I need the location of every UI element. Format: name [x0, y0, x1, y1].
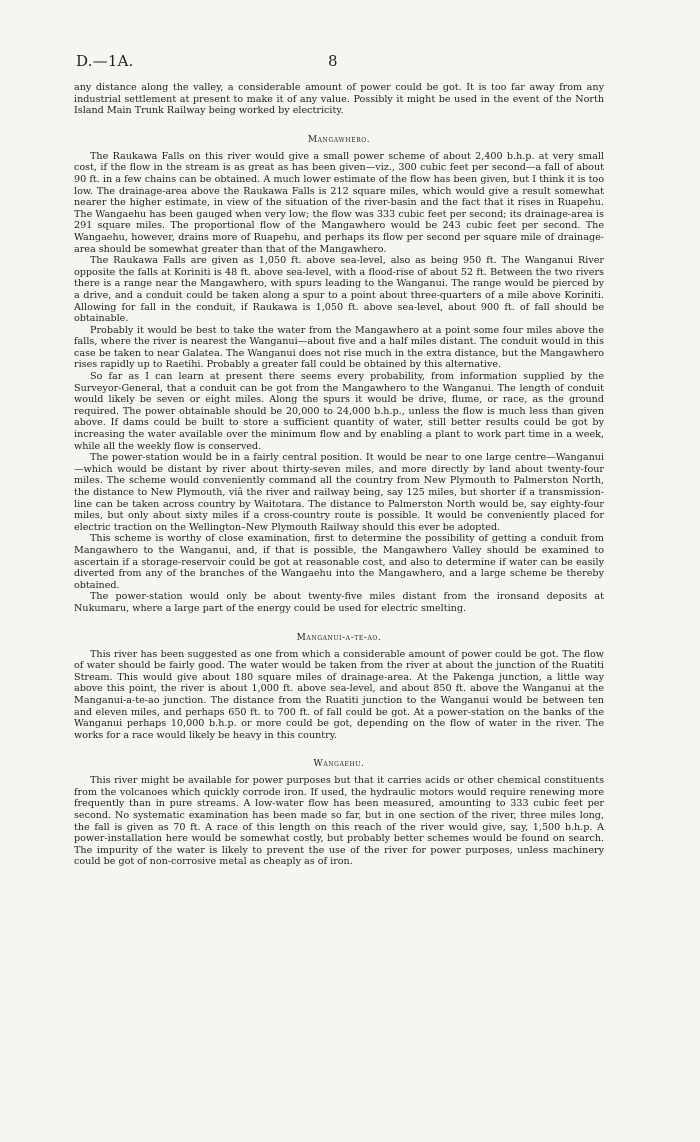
section-wangaehu	[74, 759, 604, 868]
paragraph: So far as I can learn at present there seems every probability, from information supplied by the Surveyor-General, that a conduit can be got from the Mangawhero to the Wanganui. The length of conduit would likely be seven or eight miles. Along the spurs it would be drive, flume, or race, as the ground required. The power obtainable should be 20,000 to 24,000 b.h.p., unless the flow is much less than given above. If dams could be built to store a sufficient quantity of water, still better results could be got by increasing the water available over the minimum flow and by enabling a plant to work part time in a week, while all the weekly flow is conserved.	[74, 371, 604, 452]
paragraph: The power-station would be in a fairly central position. It would be near to one large centre—Wanganui—which would be distant by river about thirty-seven miles, and more directly by land about twenty-four miles. The scheme would conveniently command all the country from New Plymouth to Palmerston North, the distance to New Plymouth, viâ the river and railway being, say 125 miles, but shorter if a transmission-line can be taken across country by Waitotara. The distance to Palmerston North would be, say eighty-four miles, but only about sixty miles if a cross-country route is possible. It would be conveniently placed for electric traction on the Wellington–New Plymouth Railway should this ever be adopted.	[74, 452, 604, 533]
paragraph: Probably it would be best to take the water from the Mangawhero at a point some four miles above the falls, where the river is nearest the Wanganui—about five and a half miles distant. The conduit would in this case be taken to near Galatea. The Wanganui does not rise much in the extra distance, but the Mangawhero rises rapidly up to Raetihi. Probably a greater fall could be obtained by this alternative.	[74, 324, 604, 371]
section-manganui-a-te-ao	[74, 633, 604, 742]
continuation-paragraph: any distance along the valley, a considerable amount of power could be got. It is too far away from any industrial settlement at present to make it of any value. Possibly it might be used in the event of the North Island Main Trunk Railway being worked by electricity.	[74, 82, 604, 117]
section-mangawhero	[74, 135, 604, 615]
page-header	[74, 52, 604, 80]
document-reference: D.—1A.	[76, 52, 134, 70]
paragraph: The Raukawa Falls on this river would give a small power scheme of about 2,400 b.h.p. at very small cost, if the flow in the stream is as great as has been given—viz., 300 cubic feet per second—a fall of about 90 ft. in a few chains can be obtained. A much lower estimate of the flow has been given, but I think it is too low. The drainage-area above the Raukawa Falls is 212 square miles, which would give a result somewhat nearer the higher estimate, in view of the situation of the river-basin and the fact that it rises in Ruapehu. The Wangaehu has been gauged when very low; the flow was 333 cubic feet per second; its drainage-area is 291 square miles. The proportional flow of the Mangawhero would be 243 cubic feet per second. The Wangaehu, however, drains more of Ruapehu, and perhaps its flow per second per square mile of drainage-area should be somewhat greater than that of the Mangawhero.	[74, 150, 604, 255]
paragraph: The power-station would only be about twenty-five miles distant from the ironsand deposits at Nukumaru, where a large part of the energy could be used for electric smelting.	[74, 591, 604, 614]
section-heading: Manganui-a-te-ao.	[296, 632, 382, 643]
paragraph: This river has been suggested as one from which a considerable amount of power could be got. The flow of water should be fairly good. The water would be taken from the river at about the junction of the Ruatiti Stream. This would give about 180 square miles of drainage-area. At the Pakenga junction, a little way above this point, the river is about 1,000 ft. above sea-level, and about 850 ft. above the Wanganui at the Manganui-a-te-ao junction. The distance from the Ruatiti junction to the Wanganui would be between ten and eleven miles, and perhaps 650 ft. to 700 ft. of fall could be got. At a power-station on the banks of the Wanganui perhaps 10,000 b.h.p. or more could be got, depending on the flow of water in the river. The works for a race would likely be heavy in this country.	[74, 648, 604, 741]
section-heading: Wangaehu.	[313, 759, 365, 770]
document-page	[74, 52, 604, 868]
page-number: 8	[328, 52, 338, 70]
paragraph: This scheme is worthy of close examination, first to determine the possibility of getting a conduit from Mangawhero to the Wanganui, and, if that is possible, the Mangawhero Valley should be examined to ascertain if a storage-reservoir could be got at reasonable cost, and also to determine if water can be easily diverted from any of the branches of the Wangaehu into the Mangawhero, and a large scheme be thereby obtained.	[74, 533, 604, 591]
section-heading: Mangawhero.	[307, 134, 371, 145]
paragraph: The Raukawa Falls are given as 1,050 ft. above sea-level, also as being 950 ft. The Wanganui River opposite the falls at Koriniti is 48 ft. above sea-level, with a flood-rise of about 52 ft. Between the two rivers there is a range near the Mangawhero, with spurs leading to the Wanganui. The range would be pierced by a drive, and a conduit could be taken along a spur to a point about three-quarters of a mile above Koriniti. Allowing for fall in the conduit, if Raukawa is 1,050 ft. above sea-level, about 900 ft. of fall should be obtainable.	[74, 255, 604, 325]
paragraph: This river might be available for power purposes but that it carries acids or other chemical constituents from the volcanoes which quickly corrode iron. If used, the hydraulic motors would require renewing more frequently than in pure streams. A low-water flow has been measured, amounting to 333 cubic feet per second. No systematic examination has been made so far, but in one section of the river, three miles long, the fall is given as 70 ft. A race of this length on this reach of the river would give, say, 1,500 b.h.p. A power-installation here would be somewhat costly, but probably better schemes would be found on search. The impurity of the water is likely to prevent the use of the river for power purposes, unless machinery could be got of non-corrosive metal as cheaply as of iron.	[74, 775, 604, 868]
